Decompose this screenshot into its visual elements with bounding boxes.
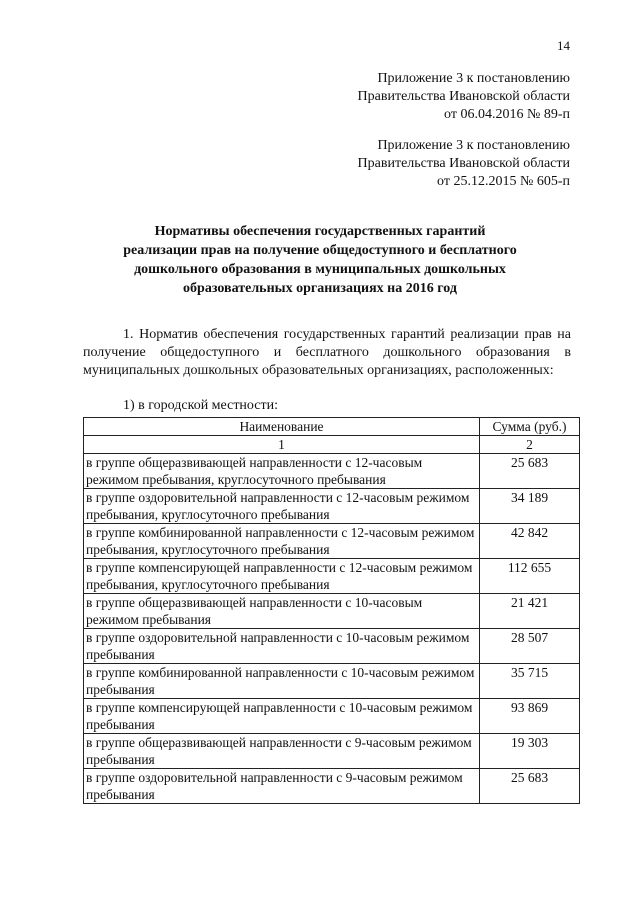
row-sum-cell: 19 303: [480, 734, 580, 769]
appendix-note-original: [358, 137, 570, 191]
row-sum-cell: 28 507: [480, 629, 580, 664]
appendix-line: от 25.12.2015 № 605-п: [437, 174, 570, 189]
page-number: 14: [557, 38, 570, 53]
table-row: [84, 734, 580, 769]
row-sum-cell: 25 683: [480, 454, 580, 489]
table-row: [84, 629, 580, 664]
table-row: [84, 699, 580, 734]
row-name-cell: в группе оздоровительной направленности с 9-часовым режимом пребывания: [84, 769, 480, 804]
table-column-number-row: [84, 436, 580, 454]
title-line: Нормативы обеспечения государственных гарантий: [154, 224, 486, 239]
row-name-cell: в группе оздоровительной направленности с 10-часовым режимом пребывания: [84, 629, 480, 664]
row-sum-cell: 34 189: [480, 489, 580, 524]
header-sum: Сумма (руб.): [480, 418, 580, 436]
appendix-line: от 06.04.2016 № 89-п: [444, 107, 570, 122]
row-sum-cell: 93 869: [480, 699, 580, 734]
column-number: 2: [480, 436, 580, 454]
row-name-cell: в группе общеразвивающей направленности с 10-часовым режимом пребывания: [84, 594, 480, 629]
row-name-cell: в группе компенсирующей направленности с 12-часовым режимом пребывания, круглосуточного пребывания: [84, 559, 480, 594]
column-number: 1: [84, 436, 480, 454]
table-row: [84, 769, 580, 804]
title-line: реализации прав на получение общедоступного и бесплатного: [123, 243, 517, 258]
norms-table: [83, 417, 580, 804]
table-row: [84, 489, 580, 524]
table-row: [84, 559, 580, 594]
table-header-row: [84, 418, 580, 436]
appendix-line: Приложение 3 к постановлению: [377, 71, 570, 86]
row-sum-cell: 35 715: [480, 664, 580, 699]
row-name-cell: в группе комбинированной направленности с 10-часовым режимом пребывания: [84, 664, 480, 699]
row-sum-cell: 21 421: [480, 594, 580, 629]
document-title: [60, 222, 580, 298]
row-sum-cell: 42 842: [480, 524, 580, 559]
row-sum-cell: 25 683: [480, 769, 580, 804]
row-name-cell: в группе оздоровительной направленности с 12-часовым режимом пребывания, круглосуточного пребывания: [84, 489, 480, 524]
table-row: [84, 524, 580, 559]
row-name-cell: в группе общеразвивающей направленности с 9-часовым режимом пребывания: [84, 734, 480, 769]
row-name-cell: в группе компенсирующей направленности с 10-часовым режимом пребывания: [84, 699, 480, 734]
norm-paragraph: 1. Норматив обеспечения государственных гарантий реализации прав на получение общедоступного и бесплатного дошкольного образования в муниципальных дошкольных образовательных организациях, расположенных:: [83, 327, 571, 378]
appendix-line: Правительства Ивановской области: [357, 156, 570, 171]
row-sum-cell: 112 655: [480, 559, 580, 594]
subheading-urban: 1) в городской местности:: [123, 398, 278, 413]
appendix-line: Приложение 3 к постановлению: [377, 138, 570, 153]
header-name: Наименование: [84, 418, 480, 436]
appendix-line: Правительства Ивановской области: [357, 89, 570, 104]
row-name-cell: в группе общеразвивающей направленности с 12-часовым режимом пребывания, круглосуточного пребывания: [84, 454, 480, 489]
title-line: дошкольного образования в муниципальных дошкольных: [134, 262, 506, 277]
table-row: [84, 594, 580, 629]
table-row: [84, 664, 580, 699]
appendix-note-current: [358, 70, 570, 124]
table-row: [84, 454, 580, 489]
row-name-cell: в группе комбинированной направленности с 12-часовым режимом пребывания, круглосуточного пребывания: [84, 524, 480, 559]
title-line: образовательных организациях на 2016 год: [183, 281, 457, 296]
